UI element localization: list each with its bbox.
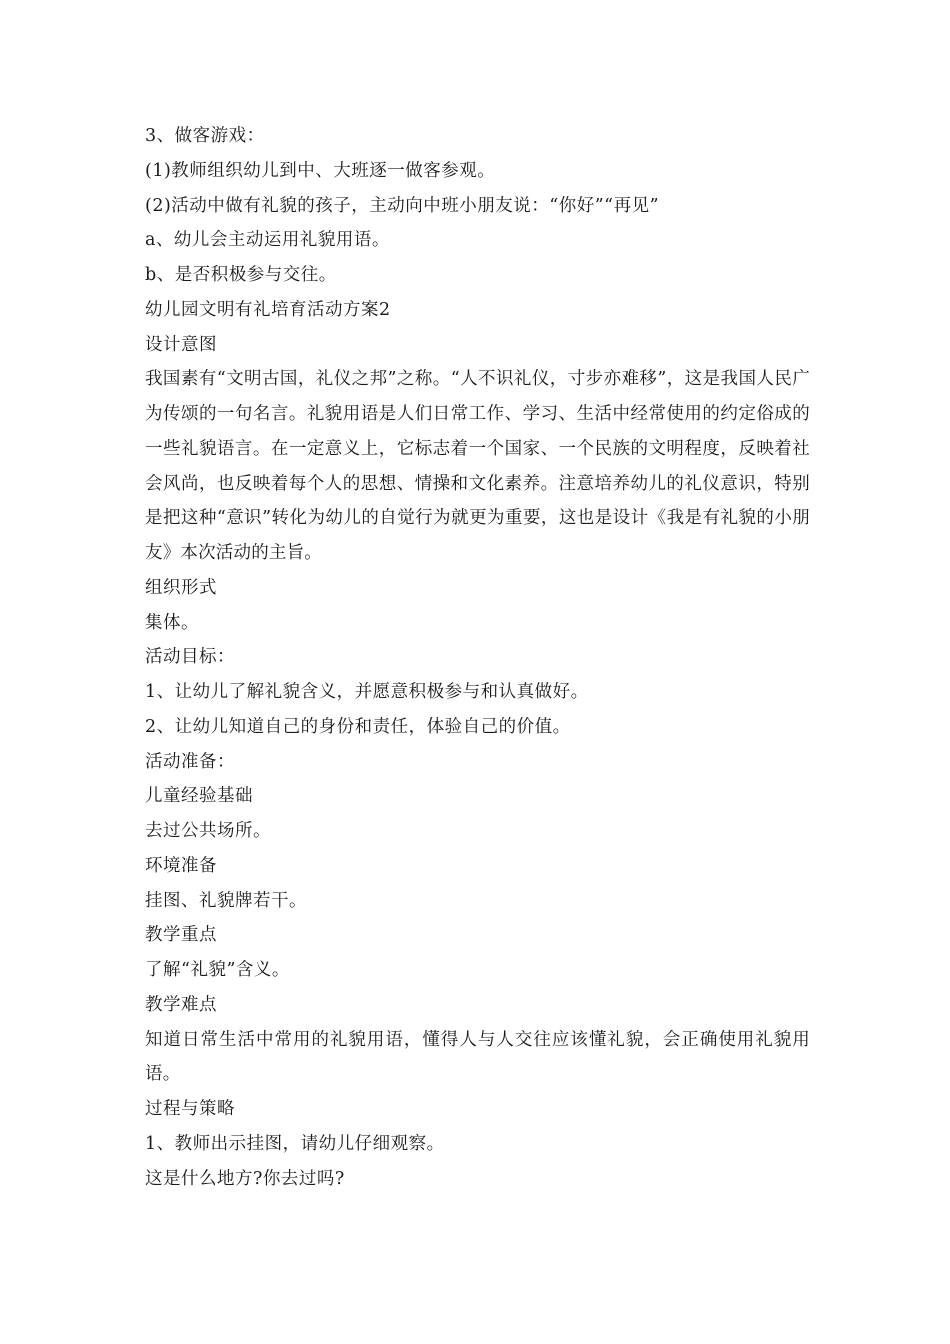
list-item: a、幼儿会主动运用礼貌用语。 <box>145 230 390 251</box>
body-text: 去过公共场所。 <box>145 821 271 841</box>
difficulty-paragraph: 知道日常生活中常用的礼貌用语，懂得人与人交往应该懂礼貌，会正确使用礼貌用语。 <box>145 1029 810 1085</box>
document-page <box>145 119 810 1196</box>
list-item: 1、让幼儿了解礼貌含义，并愿意积极参与和认真做好。 <box>145 682 589 702</box>
subheading-environment: 环境准备 <box>145 855 217 876</box>
heading-guest-game: 3、做客游戏： <box>145 126 265 146</box>
intro-paragraph: 我国素有“文明古国，礼仪之邦”之称。“人不识礼仪，寸步亦难移”，这是我国人民广为传颂的一句名言。礼貌用语是人们日常工作、学习、生活中经常使用的约定俗成的一些礼貌语言。在一定意义上，它标志着一个国家、一个民族的文明程度，反映着社会风尚，也反映着每个人的思想、情操和文化素养。注意培养幼儿的礼仪意识，特别是把这种“意识”转化为幼儿的自觉行为就更为重要，这也是设计《我是有礼貌的小朋友》本次活动的主旨。 <box>145 369 810 563</box>
body-text: 挂图、礼貌牌若干。 <box>145 890 307 911</box>
list-item: (2)活动中做有礼貌的孩子，主动向中班小朋友说：“你好”“再见” <box>145 195 660 216</box>
list-item: (1)教师组织幼儿到中、大班逐一做客参观。 <box>145 160 496 181</box>
list-item: 2、让幼儿知道自己的身份和责任，体验自己的价值。 <box>145 716 571 737</box>
section-title: 幼儿园文明有礼培育活动方案2 <box>145 299 391 320</box>
body-text: 这是什么地方?你去过吗? <box>145 1168 345 1189</box>
subheading-key-points: 教学重点 <box>145 925 217 946</box>
subheading-design-intent: 设计意图 <box>145 334 217 355</box>
body-text: 集体。 <box>145 612 199 633</box>
list-item: 1、教师出示挂图，请幼儿仔细观察。 <box>145 1133 445 1154</box>
subheading-difficulty: 教学难点 <box>145 994 217 1015</box>
body-text: 了解“礼貌”含义。 <box>145 960 290 980</box>
subheading-process: 过程与策略 <box>145 1099 235 1119</box>
subheading-organization: 组织形式 <box>145 577 217 598</box>
subheading-experience: 儿童经验基础 <box>145 786 253 807</box>
subheading-preparation: 活动准备： <box>145 751 235 772</box>
list-item: b、是否积极参与交往。 <box>145 265 337 285</box>
subheading-goals: 活动目标： <box>145 647 235 668</box>
